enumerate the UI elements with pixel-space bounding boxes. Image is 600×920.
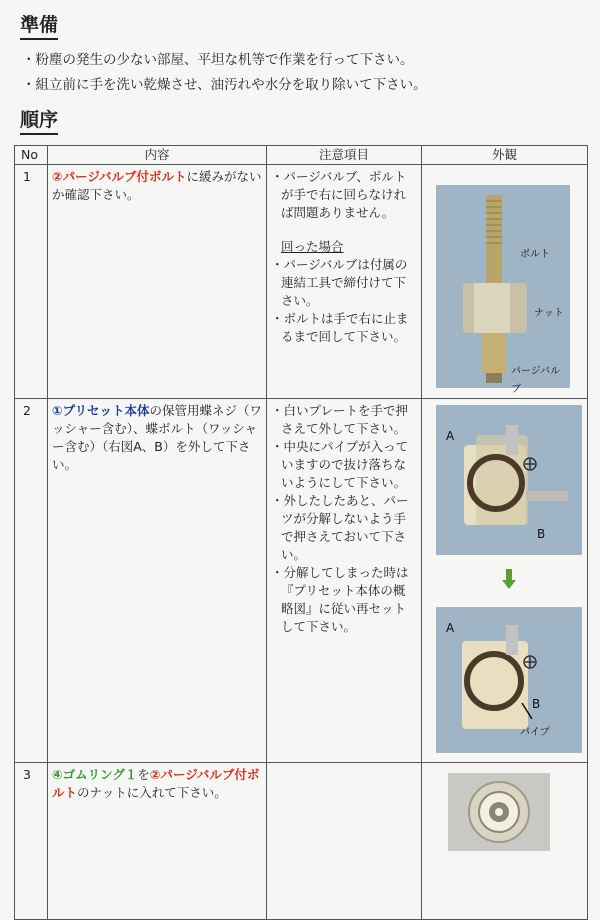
- prep-heading: 準備: [20, 13, 58, 40]
- header-content: 内容: [48, 146, 267, 165]
- row-content: ①プリセット本体の保管用蝶ネジ（ワッシャー含む）、蝶ボルト（ワッシャー含む）（右図A、B）を外して下さい。: [48, 399, 267, 763]
- preset-after-photo: [436, 607, 582, 753]
- row-appearance: [422, 763, 588, 920]
- label-a: A: [446, 621, 455, 635]
- valve-bolt-photo: [436, 185, 570, 395]
- procedure-table: [14, 145, 588, 920]
- arrow-down-icon: [502, 569, 516, 594]
- header-no: No: [15, 146, 48, 165]
- table-row: [15, 165, 588, 399]
- row-notes: [267, 763, 422, 920]
- row-number: 2: [15, 399, 48, 763]
- nut-label: ナット: [534, 308, 564, 319]
- table-header-row: [15, 146, 588, 165]
- header-notes: 注意項目: [267, 146, 422, 165]
- row-number: 3: [15, 763, 48, 920]
- header-appearance: 外観: [422, 146, 588, 165]
- row-number: 1: [15, 165, 48, 399]
- pipe-label: パイプ: [520, 727, 550, 738]
- preset-before-photo: [436, 405, 582, 555]
- label-b: B: [532, 697, 541, 711]
- prep-item: ・粉塵の発生の少ない部屋、平坦な机等で作業を行って下さい。: [22, 52, 414, 68]
- rubber-ring-photo: [448, 773, 550, 851]
- row-appearance: [422, 165, 588, 399]
- row-notes: ・パージバルブ、ボルトが手で右に回らなければ問題ありません。 回った場合 ・パージバルブは付属の連結工具で締付けて下さい。 ・ボルトは手で右に止まるまで回して下さい。: [267, 165, 422, 399]
- row-content: ②パージバルブ付ボルトに緩みがないか確認下さい。: [48, 165, 267, 399]
- label-b: B: [537, 527, 546, 541]
- table-row: [15, 763, 588, 920]
- row-appearance: [422, 399, 588, 763]
- order-heading: 順序: [20, 108, 58, 135]
- bolt-label: ボルト: [520, 249, 550, 260]
- row-content: ④ゴムリング１を②パージバルブ付ボルトのナットに入れて下さい。: [48, 763, 267, 920]
- prep-item: ・組立前に手を洗い乾燥させ、油汚れや水分を取り除いて下さい。: [22, 77, 427, 93]
- label-a: A: [446, 429, 455, 443]
- valve-label: パージバルブ: [511, 366, 561, 395]
- table-row: [15, 399, 588, 763]
- row-notes: ・白いプレートを手で押さえて外して下さい。 ・中央にパイプが入っていますので抜け落ちないようにして下さい。 ・外したしたあと、パーツが分解しないよう手で押さえておいて下さい。 ・分解してしまった時は『プリセット本体の概略図』に従い再セットして下さい。: [267, 399, 422, 763]
